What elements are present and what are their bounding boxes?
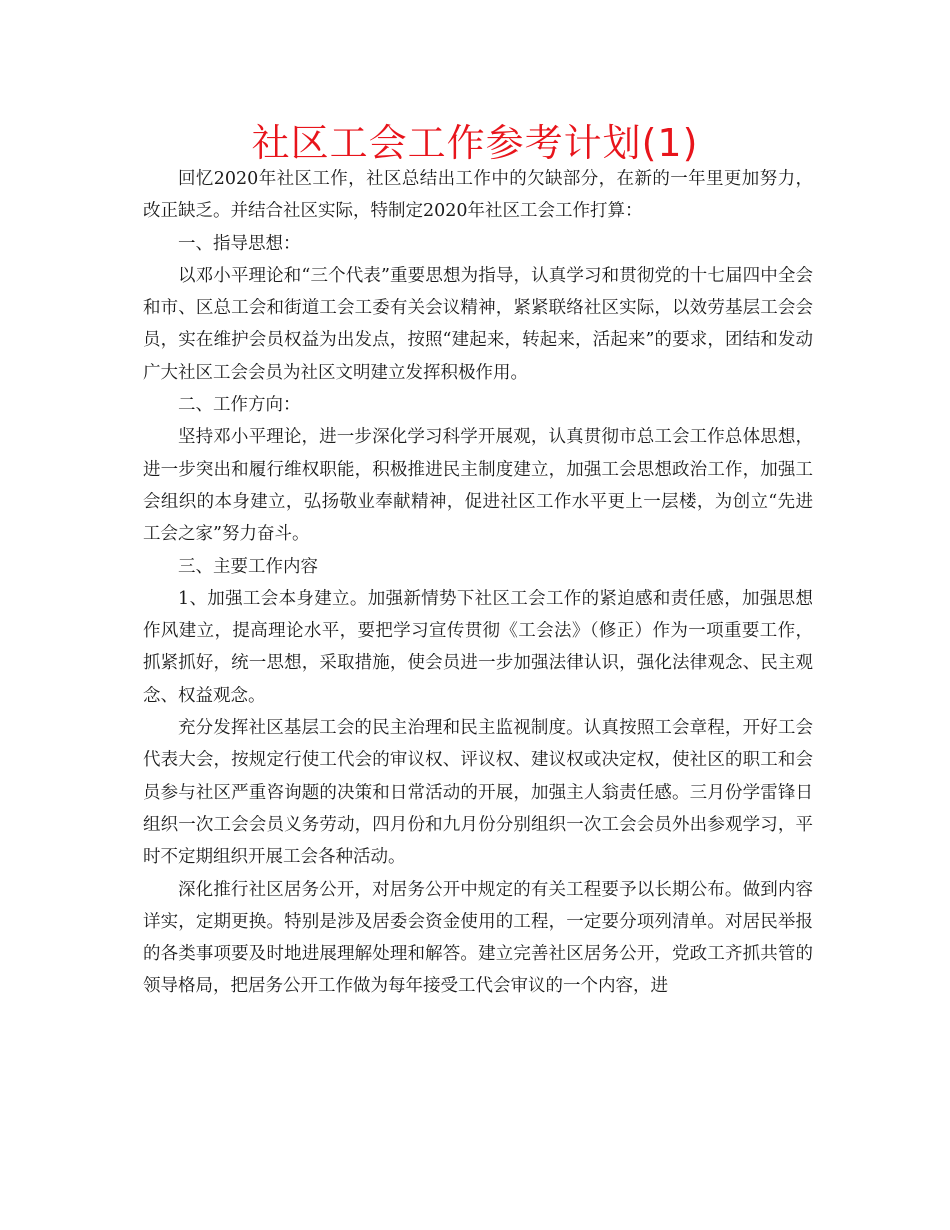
democratic-management-paragraph: 充分发挥社区基层工会的民主治理和民主监视制度。认真按照工会章程，开好工会代表大会，按规定行使工代会的审议权、评议权、建议权或决定权，使社区的职工和会员参与社区严重咨询题的决策和日常活动的开展，加强主人翁责任感。三月份学雷锋日组织一次工会会员义务劳动，四月份和九月份分别组织一次工会会员外出参观学习，平时不定期组织开展工会各种活动。 [143,718,813,868]
document-body [143,163,813,1003]
section-heading-guiding-ideology: 一、指导思想： [178,233,301,254]
intro-paragraph: 回忆2020年社区工作，社区总结出工作中的欠缺部分，在新的一年里更加努力，改正缺乏。并结合社区实际，特制定2020年社区工会工作打算： [143,169,813,222]
document-title: 社区工会工作参考计划(1) [251,121,699,165]
guiding-ideology-paragraph: 以邓小平理论和“三个代表”重要思想为指导，认真学习和贯彻党的十七届四中全会和市、区总工会和街道工会工委有关会议精神，紧紧联络社区实际，以效劳基层工会会员，实在维护会员权益为出发点，按照“建起来，转起来，活起来”的要求，团结和发动广大社区工会会员为社区文明建立发挥积极作用。 [143,265,813,383]
section-heading-work-direction: 二、工作方向： [178,395,301,416]
work-direction-paragraph: 坚持邓小平理论，进一步深化学习科学开展观，认真贯彻市总工会工作总体思想，进一步突出和履行维权职能，积极推进民主制度建立，加强工会思想政治工作，加强工会组织的本身建立，弘扬敬业奉献精神，促进社区工作水平更上一层楼，为创立“先进工会之家”努力奋斗。 [143,427,813,545]
section-heading-main-content: 三、主要工作内容 [178,556,318,577]
affairs-disclosure-paragraph: 深化推行社区居务公开，对居务公开中规定的有关工程要予以长期公布。做到内容详实，定期更换。特别是涉及居委会资金使用的工程，一定要分项列清单。对居民举报的各类事项要及时地进展理解处理和解答。建立完善社区居务公开，党政工齐抓共管的领导格局，把居务公开工作做为每年接受工代会审议的一个内容，进 [143,879,813,997]
main-content-item-1-paragraph: 1、加强工会本身建立。加强新情势下社区工会工作的紧迫感和责任感，加强思想作风建立，提高理论水平，要把学习宣传贯彻《工会法》（修正）作为一项重要工作，抓紧抓好，统一思想，采取措施，使会员进一步加强法律认识，强化法律观念、民主观念、权益观念。 [143,588,813,706]
